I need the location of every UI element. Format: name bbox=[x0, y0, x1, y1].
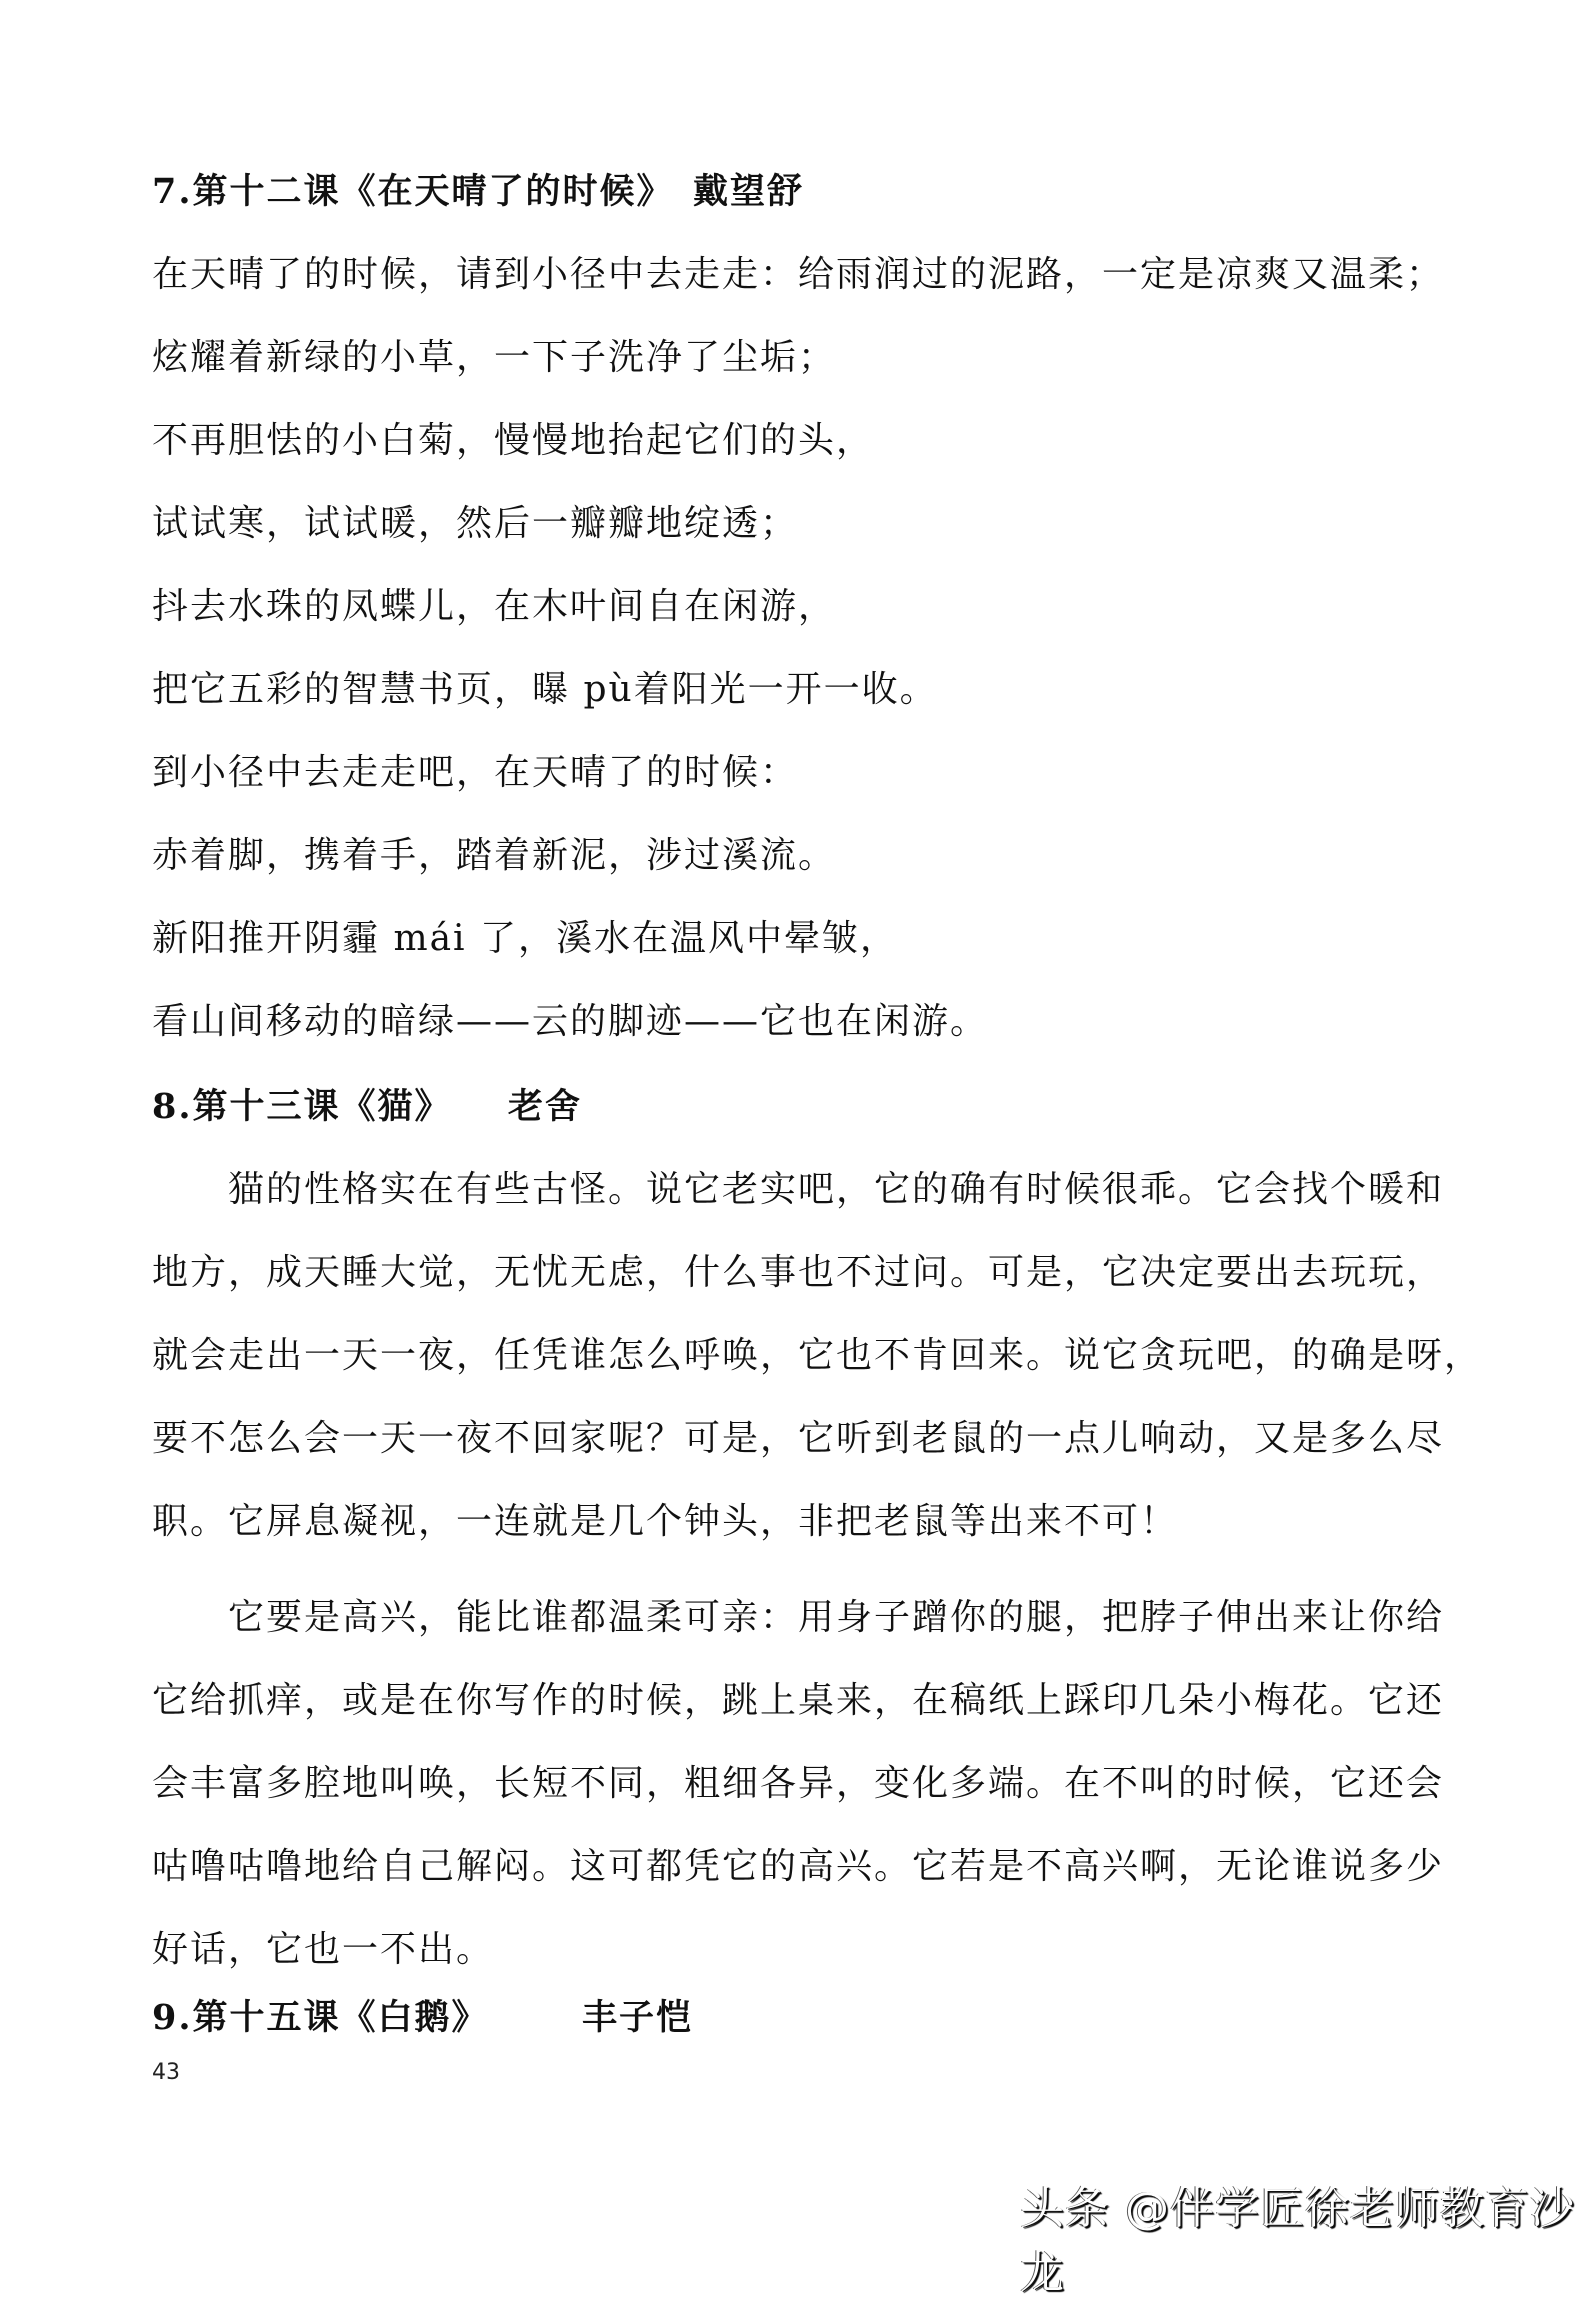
poem-line: 把它五彩的智慧书页，曝 pù着阳光一开一收。 bbox=[152, 669, 938, 710]
section-heading-9: 9.第十五课《白鹅》 丰子恺 bbox=[152, 1997, 694, 2038]
section-heading-7: 7.第十二课《在天晴了的时候》 戴望舒 bbox=[152, 171, 805, 212]
prose-line: 要不怎么会一天一夜不回家呢？可是，它听到老鼠的一点儿响动，又是多么尽 bbox=[152, 1418, 1445, 1459]
prose-line: 职。它屏息凝视，一连就是几个钟头，非把老鼠等出来不可！ bbox=[152, 1501, 1179, 1542]
prose-line: 好话，它也一不出。 bbox=[152, 1929, 495, 1970]
poem-line: 赤着脚，携着手，踏着新泥，涉过溪流。 bbox=[152, 835, 837, 876]
poem-line: 看山间移动的暗绿——云的脚迹——它也在闲游。 bbox=[152, 1001, 989, 1042]
prose-line: 咕噜咕噜地给自己解闷。这可都凭它的高兴。它若是不高兴啊，无论谁说多少 bbox=[152, 1846, 1445, 1887]
poem-line: 炫耀着新绿的小草，一下子洗净了尘垢； bbox=[152, 337, 837, 378]
watermark: 头条 @伴学匠徐老师教育沙龙 bbox=[1020, 2183, 1575, 2298]
poem-line: 到小径中去走走吧，在天晴了的时候： bbox=[152, 752, 799, 793]
prose-line: 地方，成天睡大觉，无忧无虑，什么事也不过问。可是，它决定要出去玩玩， bbox=[152, 1252, 1445, 1293]
poem-line: 新阳推开阴霾 mái 了，溪水在温风中晕皱， bbox=[152, 918, 899, 959]
page-number: 43 bbox=[152, 2060, 180, 2085]
prose-line: 猫的性格实在有些古怪。说它老实吧，它的确有时候很乖。它会找个暖和 bbox=[228, 1169, 1445, 1210]
prose-line: 它给抓痒，或是在你写作的时候，跳上桌来，在稿纸上踩印几朵小梅花。它还 bbox=[152, 1680, 1445, 1721]
poem-line: 抖去水珠的凤蝶儿，在木叶间自在闲游， bbox=[152, 586, 837, 627]
prose-line: 会丰富多腔地叫唤，长短不同，粗细各异，变化多端。在不叫的时候，它还会 bbox=[152, 1763, 1445, 1804]
prose-line: 就会走出一天一夜，任凭谁怎么呼唤，它也不肯回来。说它贪玩吧，的确是呀， bbox=[152, 1335, 1483, 1376]
poem-line: 在天晴了的时候，请到小径中去走走：给雨润过的泥路，一定是凉爽又温柔； bbox=[152, 254, 1445, 295]
section-heading-8: 8.第十三课《猫》 老舍 bbox=[152, 1086, 583, 1127]
poem-line: 不再胆怯的小白菊，慢慢地抬起它们的头， bbox=[152, 420, 875, 461]
prose-line: 它要是高兴，能比谁都温柔可亲：用身子蹭你的腿，把脖子伸出来让你给 bbox=[228, 1597, 1445, 1638]
poem-line: 试试寒，试试暖，然后一瓣瓣地绽透； bbox=[152, 503, 799, 544]
